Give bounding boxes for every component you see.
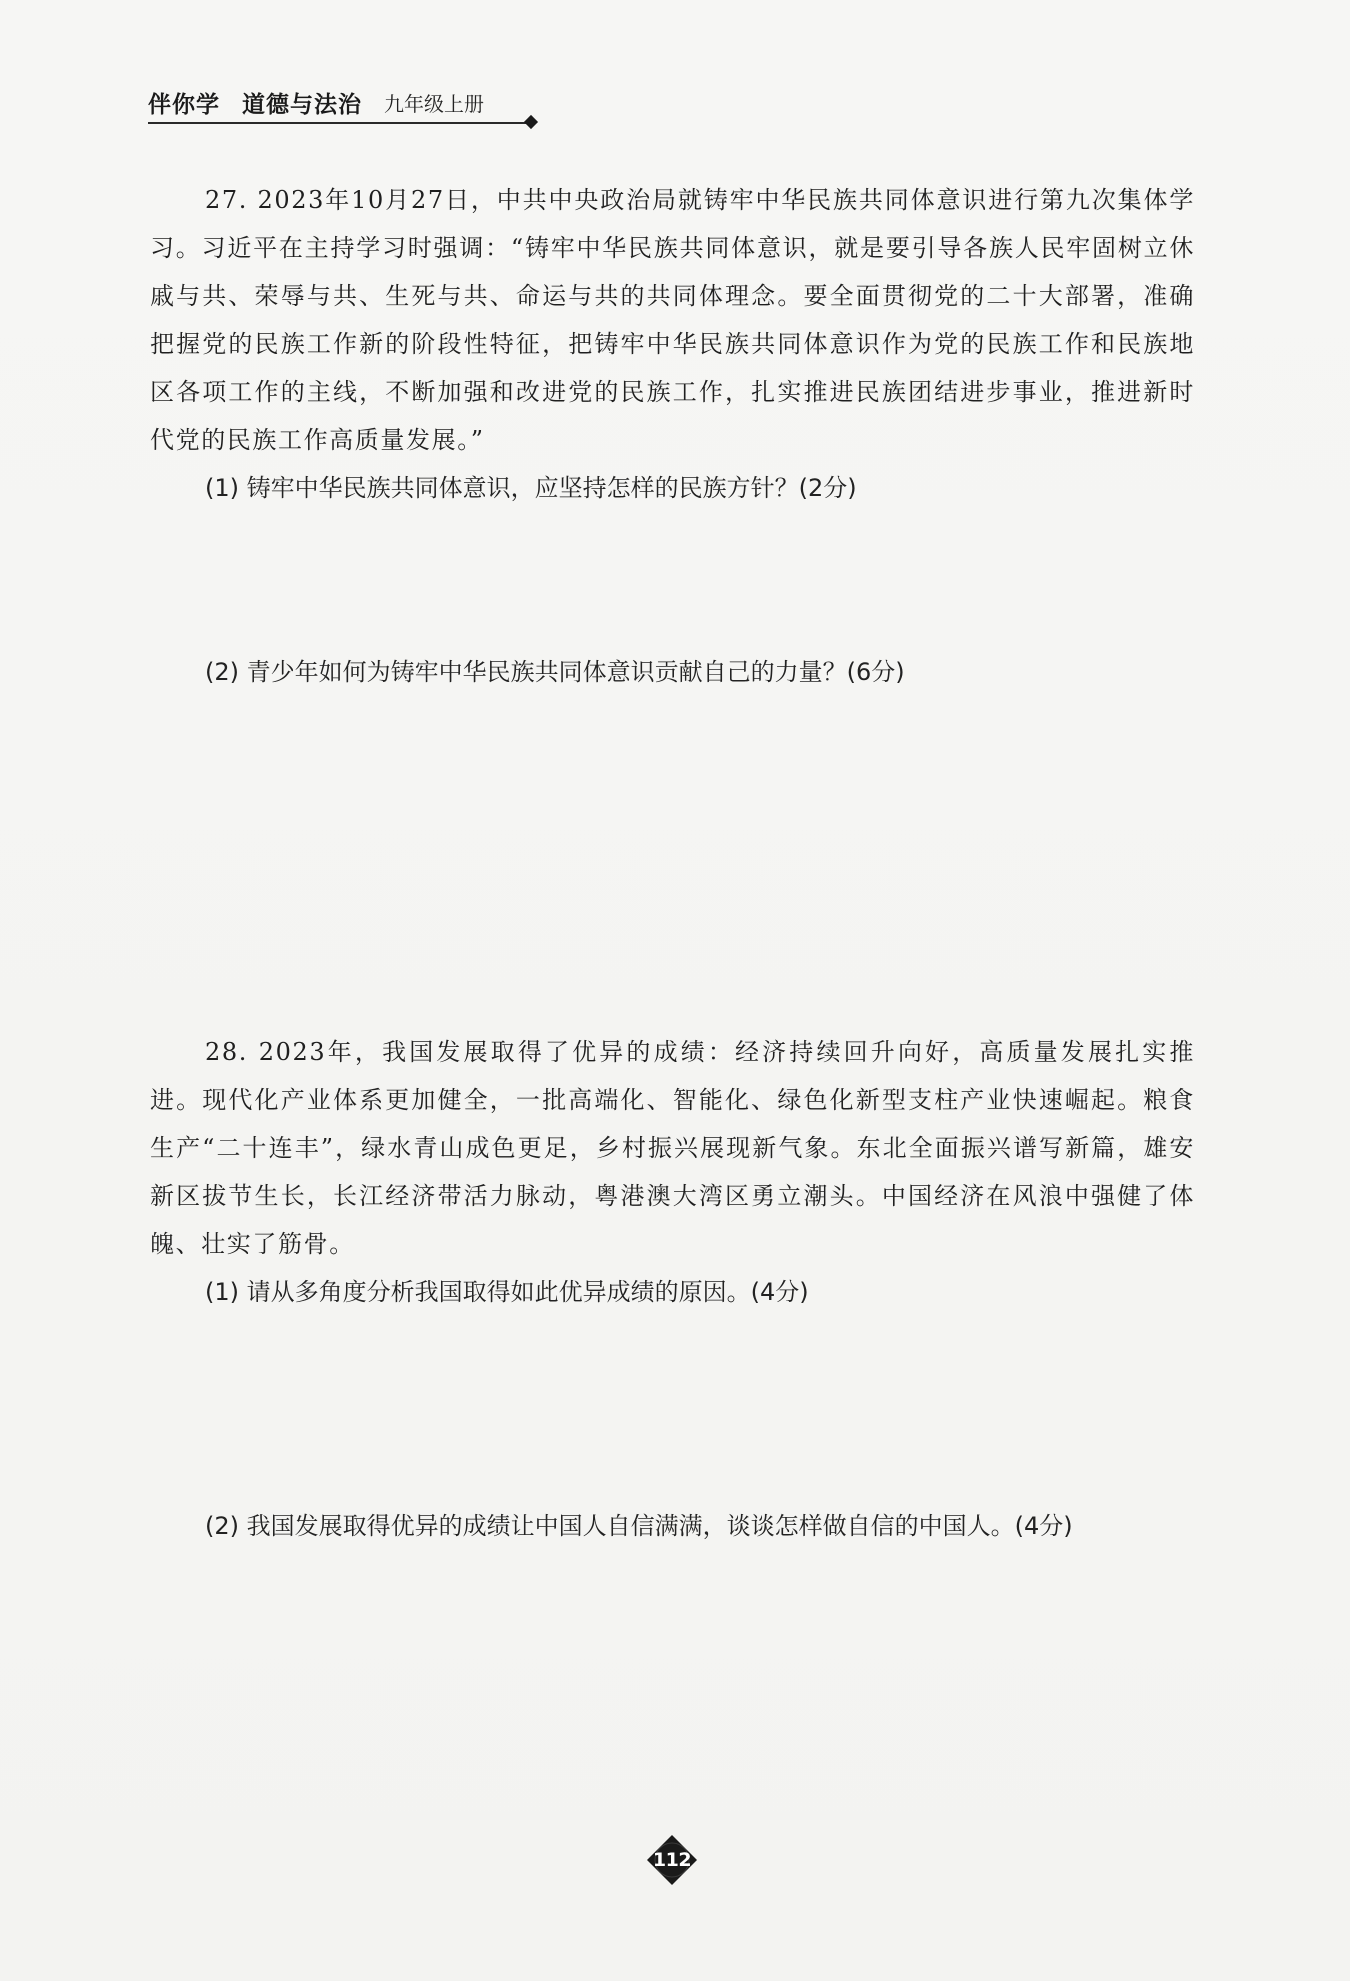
question-28 [150, 1028, 1195, 1316]
page-number: 112 [652, 1849, 692, 1871]
grade-label: 九年级上册 [384, 91, 484, 116]
page-number-badge [646, 1834, 698, 1886]
question-28-sub2: (2) 我国发展取得优异的成绩让中国人自信满满，谈谈怎样做自信的中国人。(4分) [205, 1512, 1073, 1540]
header-rule [148, 122, 528, 124]
question-28-sub1: (1) 请从多角度分析我国取得如此优异成绩的原因。(4分) [205, 1278, 809, 1306]
page-header [148, 84, 484, 120]
question-27-stem: 27. 2023年10月27日，中共中央政治局就铸牢中华民族共同体意识进行第九次集体学习。习近平在主持学习时强调：“铸牢中华民族共同体意识，就是要引导各族人民牢固树立休戚与共、荣辱与共、生死与共、命运与共的共同体理念。要全面贯彻党的二十大部署，准确把握党的民族工作新的阶段性特征，把铸牢中华民族共同体意识作为党的民族工作和民族地区各项工作的主线，不断加强和改进党的民族工作，扎实推进民族团结进步事业，推进新时代党的民族工作高质量发展。” [150, 186, 1195, 454]
question-27 [150, 176, 1195, 512]
diamond-icon [524, 115, 538, 129]
subject-title: 道德与法治 [242, 91, 362, 118]
series-title: 伴你学 [148, 91, 220, 118]
question-27-sub2: (2) 青少年如何为铸牢中华民族共同体意识贡献自己的力量？(6分) [205, 658, 905, 686]
question-28-stem: 28. 2023年，我国发展取得了优异的成绩：经济持续回升向好，高质量发展扎实推进。现代化产业体系更加健全，一批高端化、智能化、绿色化新型支柱产业快速崛起。粮食生产“二十连丰”，绿水青山成色更足，乡村振兴展现新气象。东北全面振兴谱写新篇，雄安新区拔节生长，长江经济带活力脉动，粤港澳大湾区勇立潮头。中国经济在风浪中强健了体魄、壮实了筋骨。 [150, 1038, 1195, 1258]
question-27-sub1: (1) 铸牢中华民族共同体意识，应坚持怎样的民族方针？(2分) [205, 474, 857, 502]
